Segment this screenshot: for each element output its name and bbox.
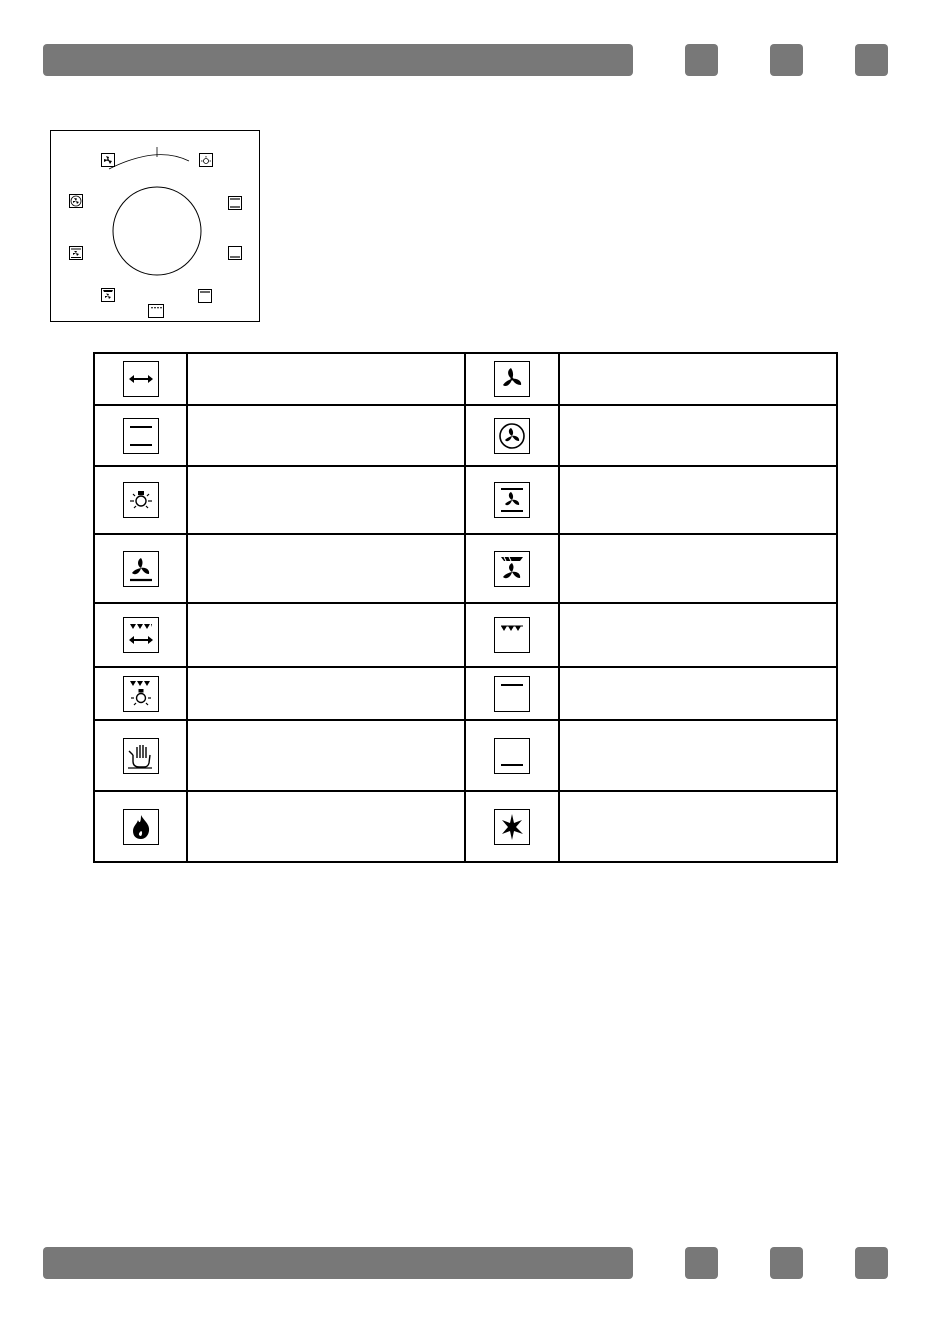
bottom-heat-icon bbox=[494, 738, 530, 774]
legend-text-cell bbox=[559, 405, 837, 466]
legend-text-cell bbox=[187, 720, 465, 791]
circular-fan-icon bbox=[494, 418, 530, 454]
top-heat-icon bbox=[494, 676, 530, 712]
legend-row bbox=[94, 667, 837, 720]
footer-square-2 bbox=[770, 1247, 803, 1279]
grill-lamp-icon bbox=[123, 676, 159, 712]
dial-fan-top-icon bbox=[101, 153, 115, 167]
legend-text-cell bbox=[187, 405, 465, 466]
legend-icon-cell bbox=[94, 791, 187, 862]
legend-icon-cell bbox=[465, 405, 558, 466]
legend-icon-cell bbox=[465, 466, 558, 534]
hand-icon bbox=[123, 738, 159, 774]
legend-text-cell bbox=[559, 720, 837, 791]
grill-icon bbox=[494, 617, 530, 653]
legend-icon-cell bbox=[94, 534, 187, 603]
defrost-star-icon bbox=[494, 809, 530, 845]
fan-icon bbox=[494, 361, 530, 397]
dial-top-bottom-heat-icon bbox=[228, 196, 242, 210]
legend-row bbox=[94, 720, 837, 791]
grill-fan-icon bbox=[494, 551, 530, 587]
dial-grill-icon bbox=[148, 304, 164, 318]
double-arrow-icon bbox=[123, 361, 159, 397]
legend-icon-cell bbox=[465, 353, 558, 405]
footer-square-1 bbox=[685, 1247, 718, 1279]
legend-text-cell bbox=[187, 534, 465, 603]
dial-knob[interactable] bbox=[113, 187, 201, 275]
legend-text-cell bbox=[559, 603, 837, 667]
legend-text-cell bbox=[559, 353, 837, 405]
dial-fan-bottom-heat-icon bbox=[69, 246, 83, 260]
oven-dial-panel bbox=[50, 130, 260, 322]
fan-bottom-heat-icon bbox=[123, 551, 159, 587]
lamp-icon bbox=[123, 482, 159, 518]
footer-square-3 bbox=[855, 1247, 888, 1279]
legend-icon-cell bbox=[94, 353, 187, 405]
legend-icon-cell bbox=[465, 534, 558, 603]
dial-bottom-heat-icon bbox=[228, 246, 242, 260]
flame-icon bbox=[123, 809, 159, 845]
legend-text-cell bbox=[187, 667, 465, 720]
legend-text-cell bbox=[187, 353, 465, 405]
legend-row bbox=[94, 405, 837, 466]
legend-icon-cell bbox=[465, 603, 558, 667]
legend-icon-cell bbox=[465, 791, 558, 862]
legend-icon-cell bbox=[94, 667, 187, 720]
legend-text-cell bbox=[187, 791, 465, 862]
legend-row bbox=[94, 791, 837, 862]
legend-icon-cell bbox=[94, 720, 187, 791]
dial-lamp-icon bbox=[199, 153, 213, 167]
fan-top-bottom-icon bbox=[494, 482, 530, 518]
legend-icon-cell bbox=[465, 667, 558, 720]
legend-row bbox=[94, 603, 837, 667]
legend-row bbox=[94, 353, 837, 405]
header-square-3 bbox=[855, 44, 888, 76]
dial-circular-fan-icon bbox=[69, 194, 83, 208]
legend-text-cell bbox=[187, 466, 465, 534]
legend-row bbox=[94, 534, 837, 603]
legend-row bbox=[94, 466, 837, 534]
header-bar bbox=[43, 44, 633, 76]
top-bottom-heat-icon bbox=[123, 418, 159, 454]
legend-text-cell bbox=[559, 466, 837, 534]
dial-top-heat-icon bbox=[198, 289, 212, 303]
legend-icon-cell bbox=[465, 720, 558, 791]
header-square-1 bbox=[685, 44, 718, 76]
legend-text-cell bbox=[559, 791, 837, 862]
legend-icon-cell bbox=[94, 466, 187, 534]
dial-grill-fan-icon bbox=[101, 288, 115, 302]
grill-arrow-icon bbox=[123, 617, 159, 653]
header-square-2 bbox=[770, 44, 803, 76]
legend-text-cell bbox=[559, 534, 837, 603]
legend-icon-cell bbox=[94, 405, 187, 466]
legend-icon-cell bbox=[94, 603, 187, 667]
footer-bar bbox=[43, 1247, 633, 1279]
legend-text-cell bbox=[559, 667, 837, 720]
function-legend-table bbox=[93, 352, 838, 863]
legend-text-cell bbox=[187, 603, 465, 667]
